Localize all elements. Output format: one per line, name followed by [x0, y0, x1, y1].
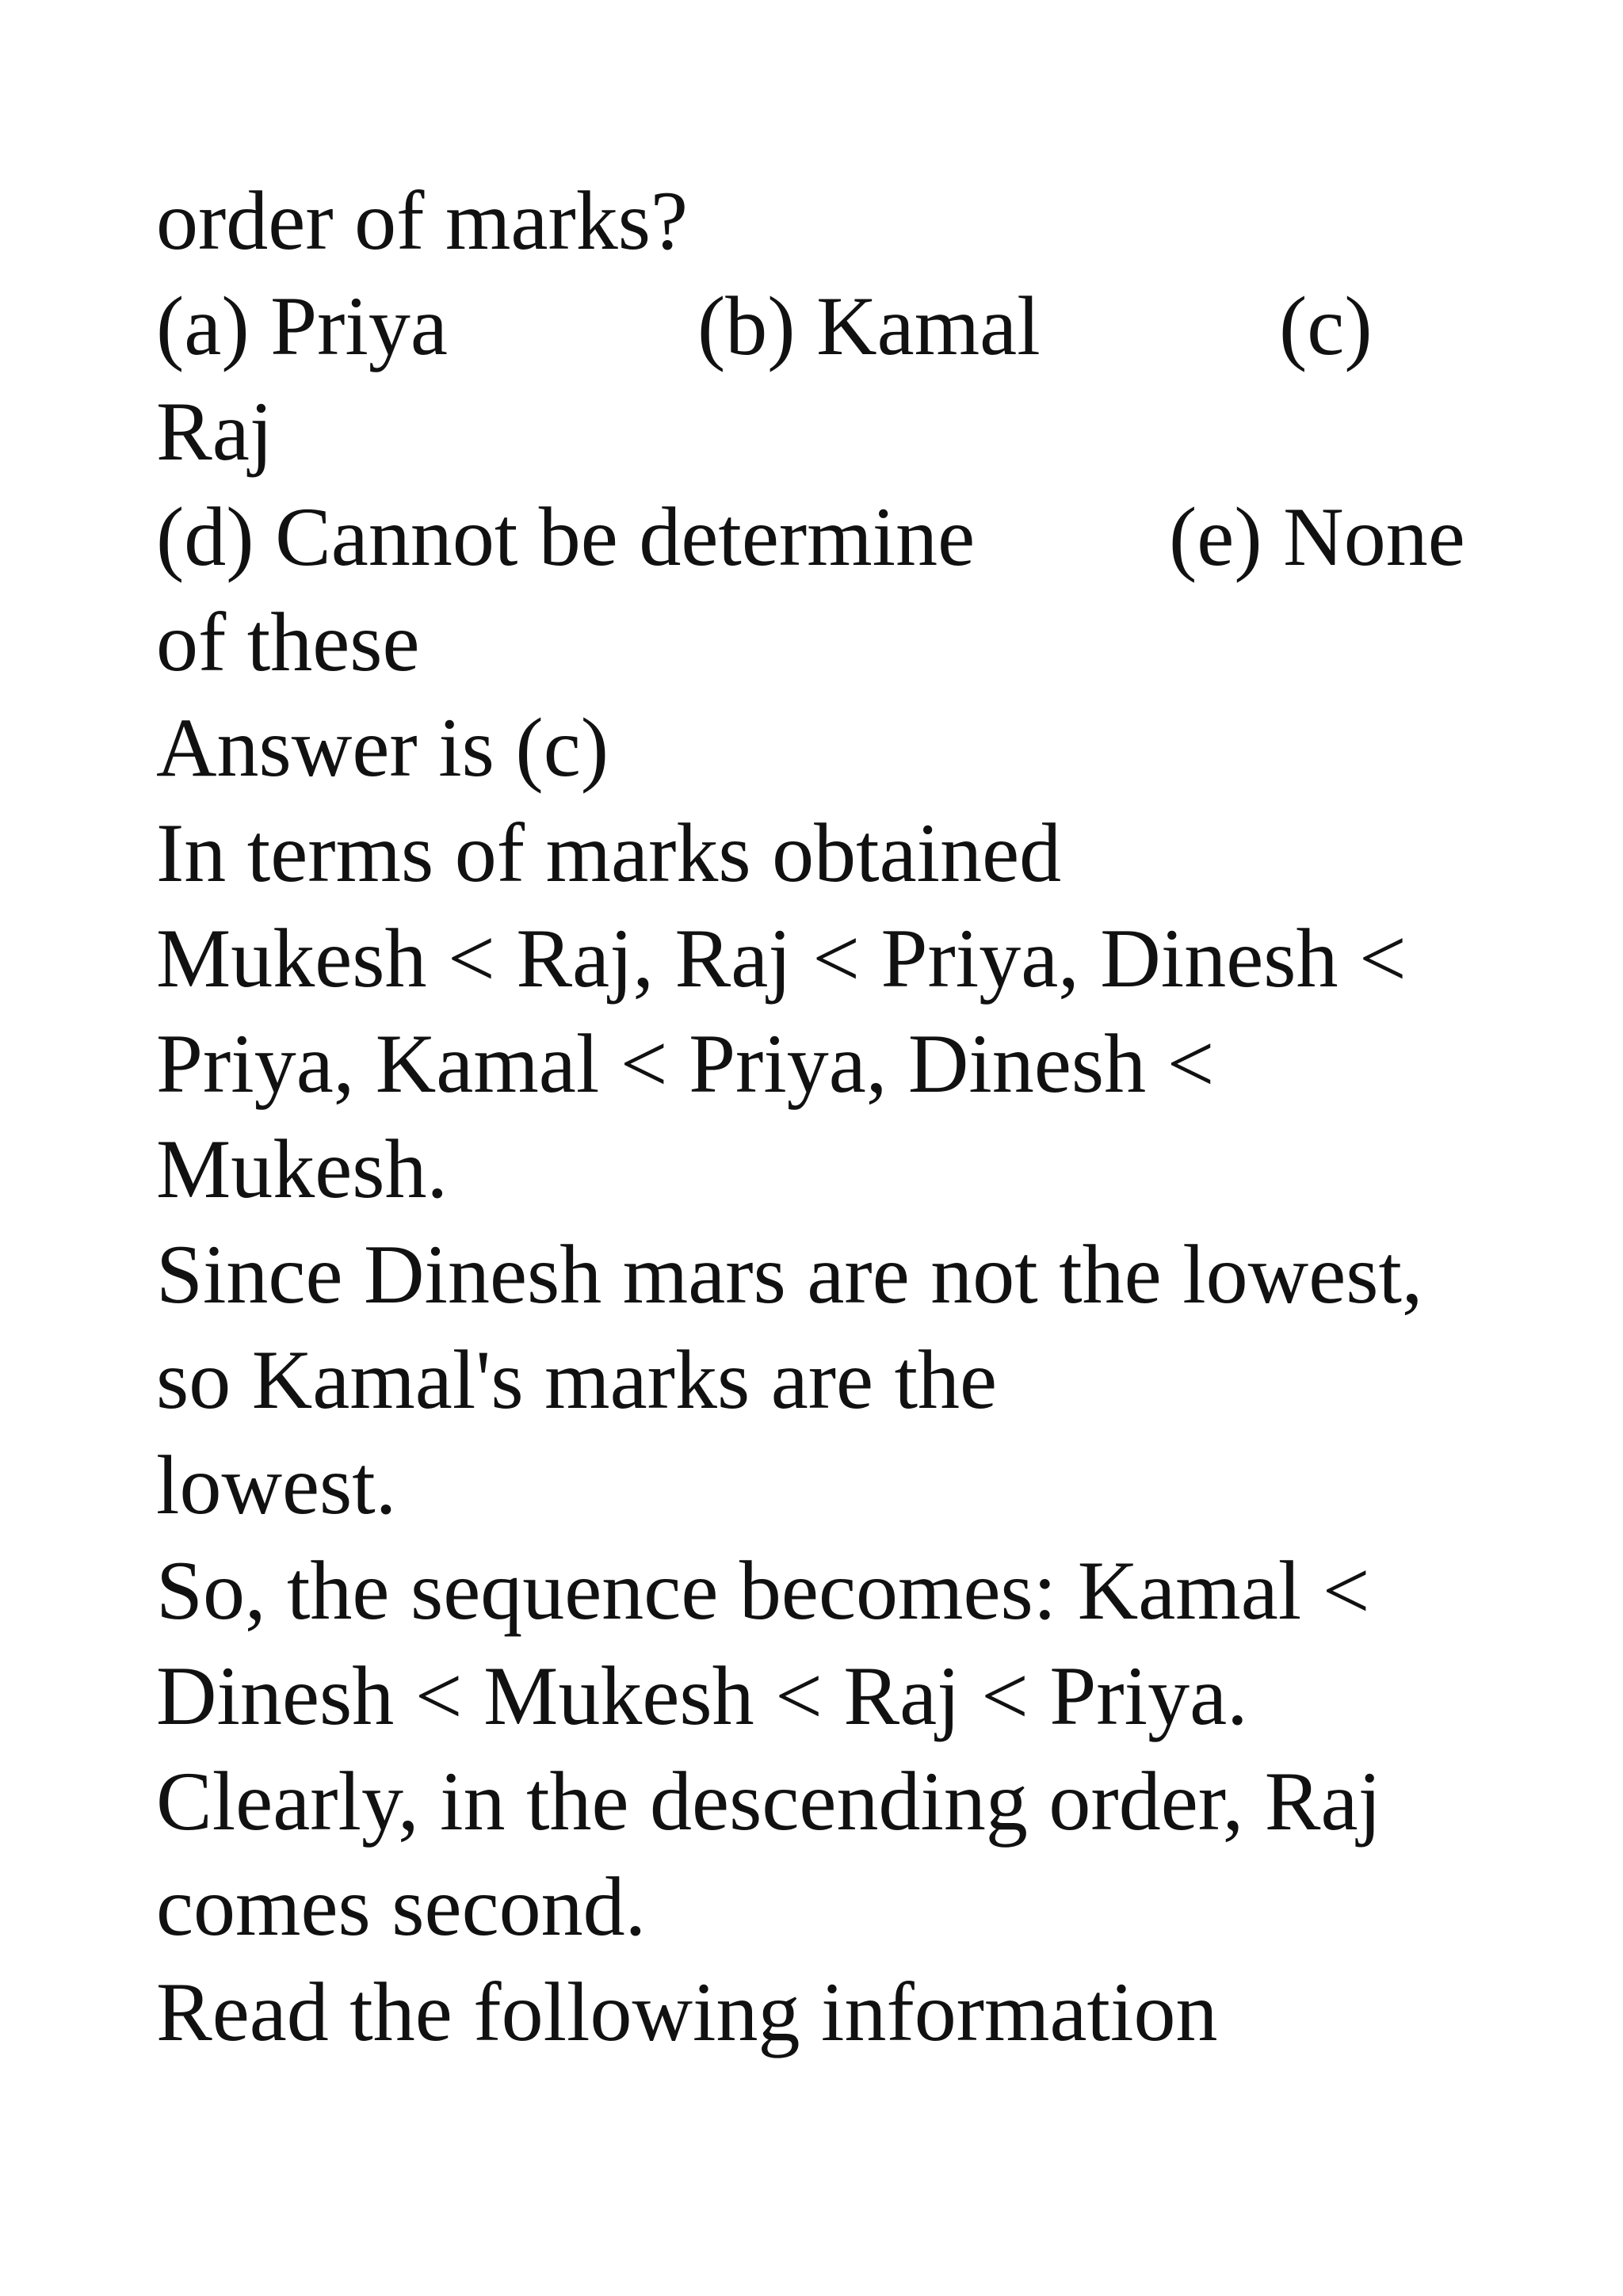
explanation-line: Read the following information: [156, 1966, 1218, 2058]
explanation-line: Dinesh < Mukesh < Raj < Priya.: [156, 1650, 1248, 1742]
page-content: [156, 168, 1487, 2065]
option-a: (a) Priya: [156, 280, 448, 372]
explanation-line: so Kamal's marks are the: [156, 1333, 998, 1426]
explanation-line: Mukesh.: [156, 1123, 449, 1215]
explanation-line: Priya, Kamal < Priya, Dinesh <: [156, 1017, 1215, 1110]
explanation-line: So, the sequence becomes: Kamal <: [156, 1544, 1370, 1637]
explanation-line: Mukesh < Raj, Raj < Priya, Dinesh <: [156, 912, 1407, 1005]
options-row-abc: [156, 273, 1487, 379]
option-c-text: Raj: [156, 385, 273, 478]
explanation-line: Clearly, in the descending order, Raj: [156, 1755, 1382, 1848]
question-stem-tail: order of marks?: [156, 174, 689, 267]
option-c-marker: (c): [1279, 280, 1373, 372]
explanation-line: In terms of marks obtained: [156, 807, 1062, 899]
answer-label: Answer is (c): [156, 701, 609, 794]
option-e-continued: of these: [156, 596, 420, 688]
explanation-line: comes second.: [156, 1860, 647, 1953]
option-d: (d) Cannot be determine: [156, 490, 976, 583]
option-e: (e) None: [1169, 490, 1465, 583]
options-row-de: [156, 484, 1487, 589]
explanation-line: lowest.: [156, 1439, 397, 1531]
explanation-line: Since Dinesh mars are not the lowest,: [156, 1228, 1423, 1321]
option-b: (b) Kamal: [697, 280, 1041, 372]
